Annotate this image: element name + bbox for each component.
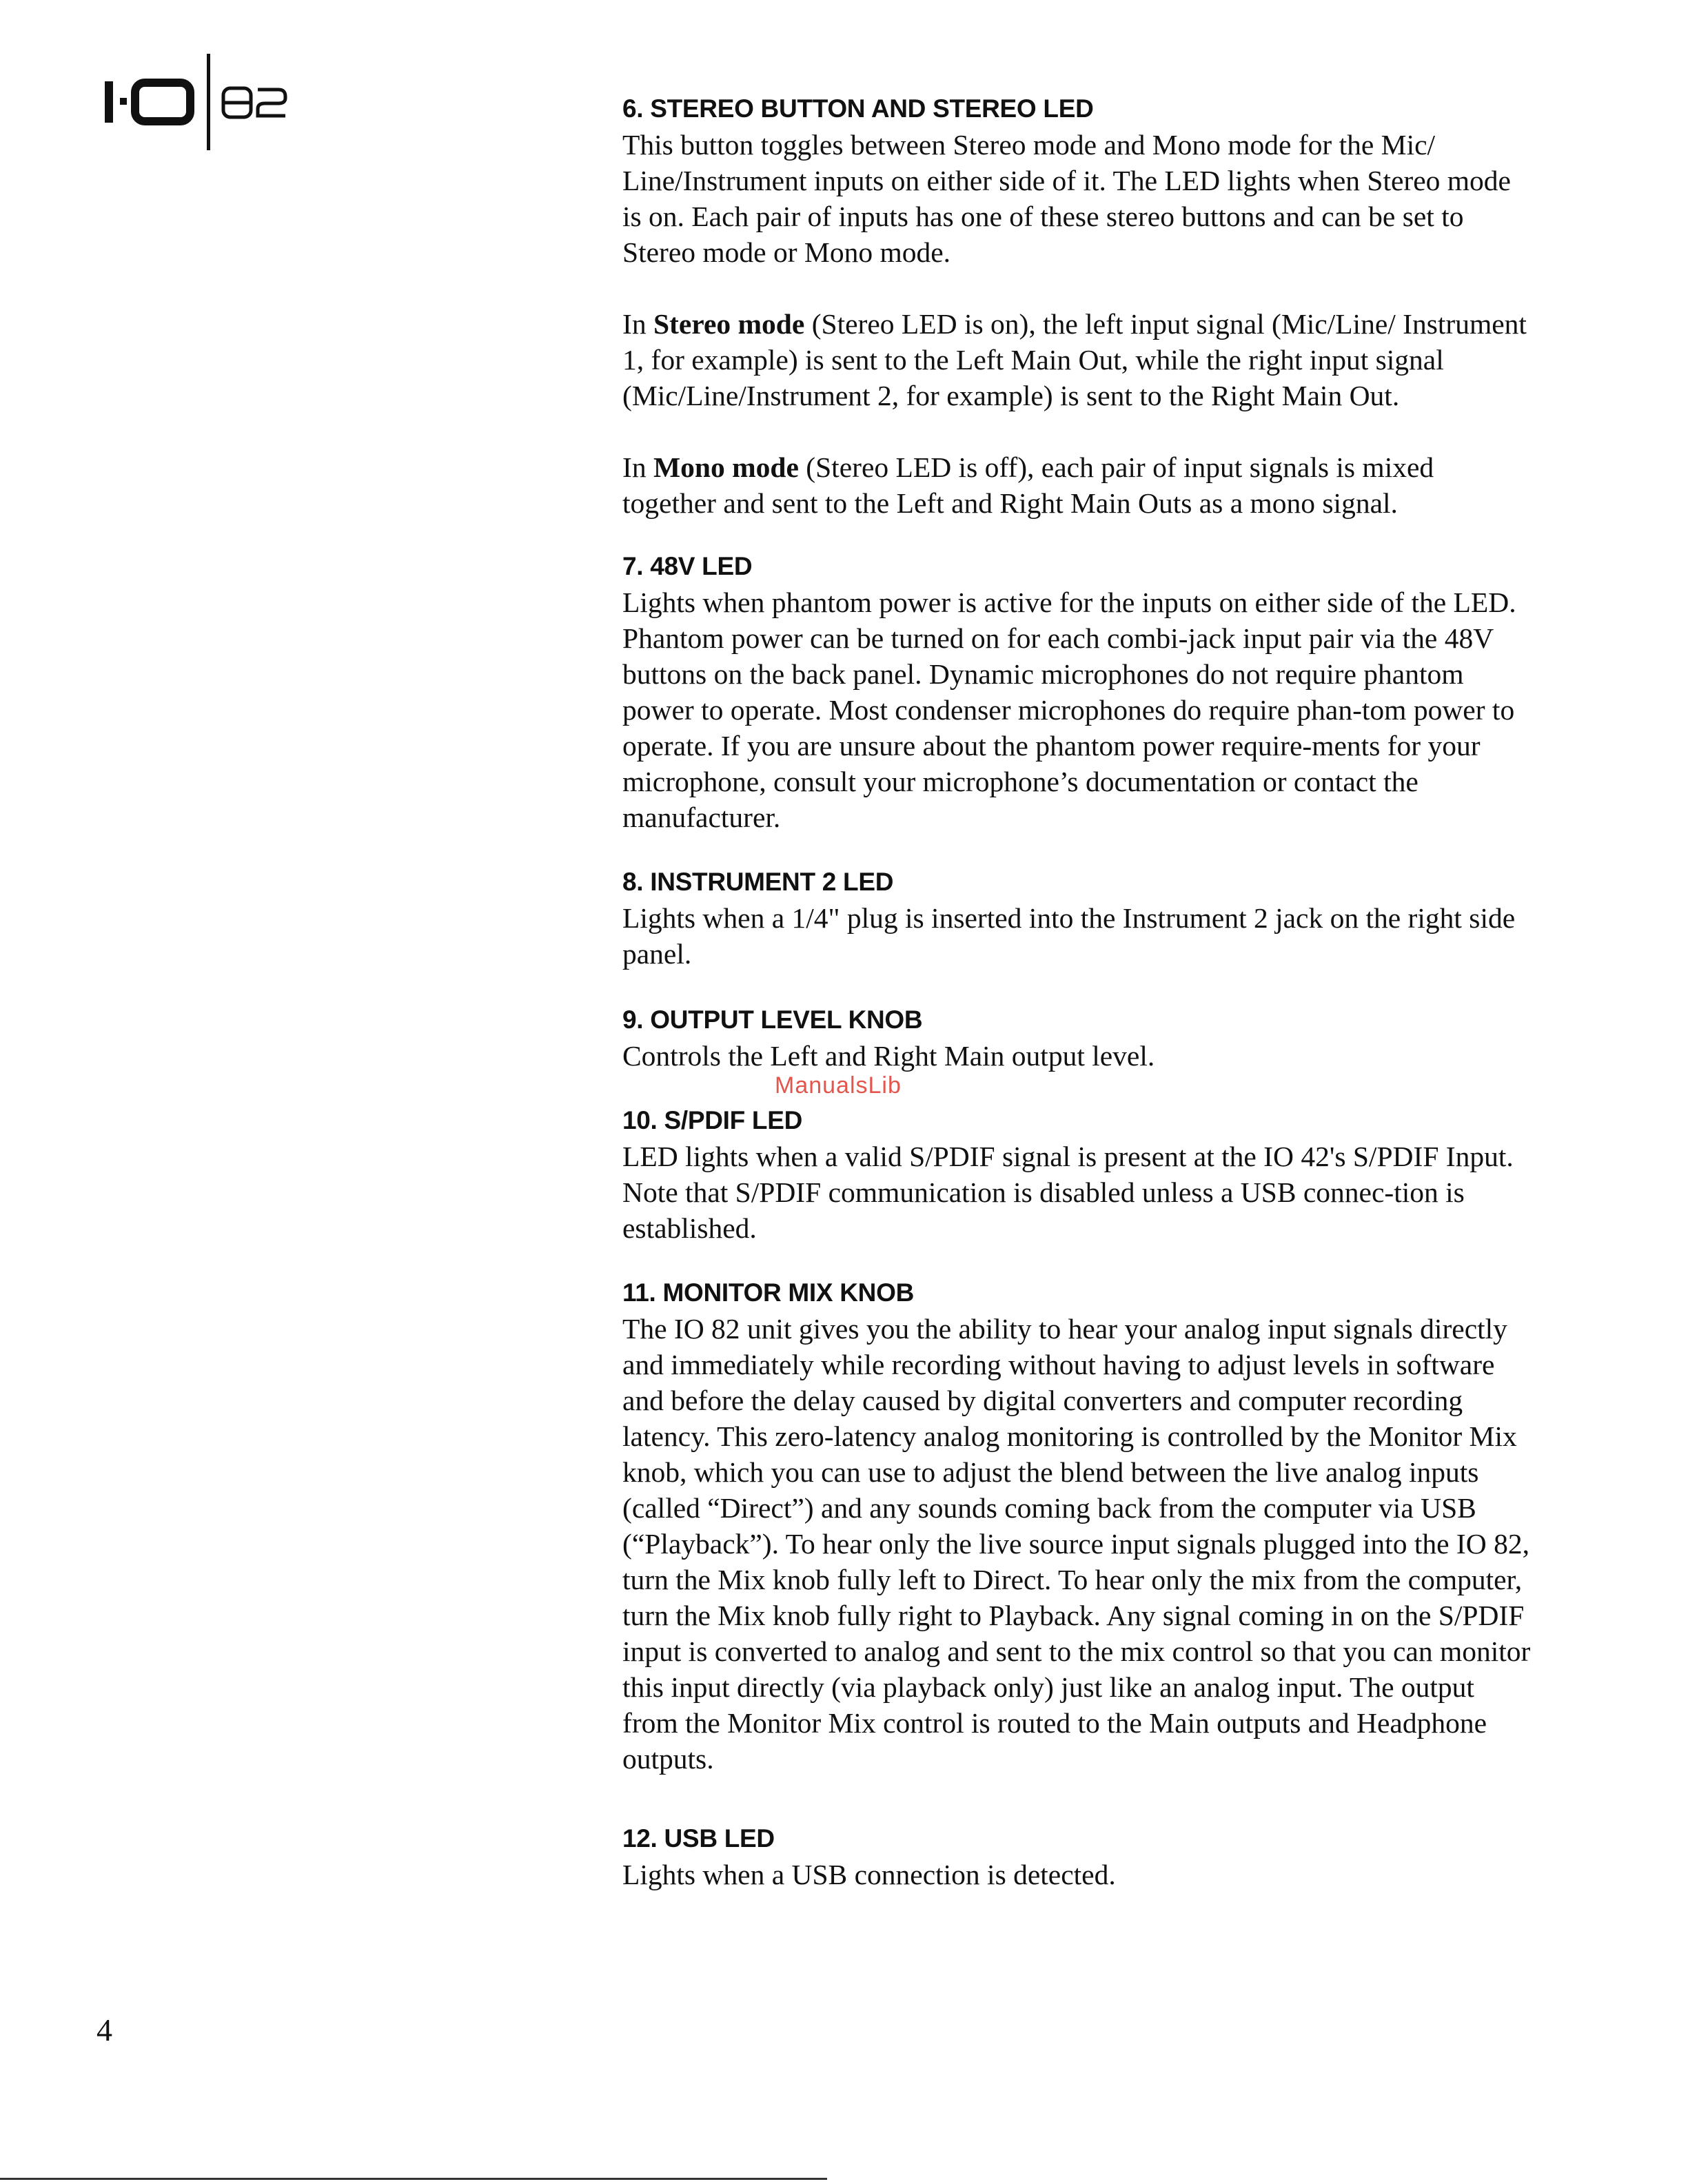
- section-heading: 8. INSTRUMENT 2 LED: [622, 868, 894, 896]
- section-paragraph: Lights when a 1/4" plug is inserted into the Instrument 2 jack on the right side panel.: [622, 902, 1516, 970]
- section-paragraph: This button toggles between Stereo mode and Mono mode for the Mic/ Line/Instrument inputs on either side of it. The LED lights when Stereo mode is on. Each pair of inputs has one of these stereo buttons and can be set to Stereo mode or Mono mode.: [622, 129, 1511, 268]
- section-paragraph: Lights when a USB connection is detected.: [622, 1859, 1116, 1890]
- section-paragraph: Lights when phantom power is active for the inputs on either side of the LED. Phantom power can be turned on for each combi-jack input pair via the 48V buttons on the back panel. Dynamic microphones do not require phantom power to operate. Most condenser microphones do require phan-tom power to operate. If you are unsure about the phantom power require-ments for your microphone, consult your microphone’s documentation or contact the manufacturer.: [622, 586, 1516, 833]
- section-stereo-button: [622, 91, 1532, 521]
- stereo-mode-term: Stereo mode: [653, 308, 805, 340]
- section-heading: 12. USB LED: [622, 1824, 775, 1853]
- brand-logo: [102, 52, 309, 156]
- manual-content: [622, 91, 1532, 1892]
- stereo-mode-paragraph: In Stereo mode (Stereo LED is on), the left input signal (Mic/Line/ Instrument 1, for example) is sent to the Left Main Out, while the right input signal (Mic/Line/Instrument 2, for example) is sent to the Right Main Out.: [622, 308, 1527, 411]
- section-48v-led: [622, 549, 1532, 835]
- section-spdif-led: [622, 1103, 1532, 1246]
- section-heading: 6. STEREO BUTTON AND STEREO LED: [622, 94, 1094, 123]
- section-heading: 10. S/PDIF LED: [622, 1106, 803, 1134]
- mono-mode-paragraph: In Mono mode (Stereo LED is off), each pair of input signals is mixed together and sent to the Left and Right Main Outs as a mono signal.: [622, 451, 1434, 519]
- section-instrument-2-led: [622, 864, 1532, 972]
- section-heading: 11. MONITOR MIX KNOB: [622, 1278, 914, 1307]
- section-monitor-mix-knob: [622, 1275, 1532, 1777]
- section-heading: 7. 48V LED: [622, 552, 753, 580]
- divider: [0, 2178, 827, 2180]
- section-heading: 9. OUTPUT LEVEL KNOB: [622, 1006, 923, 1034]
- watermark: ManualsLib: [775, 1072, 902, 1099]
- section-usb-led: [622, 1821, 1532, 1892]
- page-number: 4: [96, 2012, 112, 2048]
- mono-mode-term: Mono mode: [653, 451, 799, 483]
- section-paragraph: Controls the Left and Right Main output level.: [622, 1040, 1155, 1072]
- section-output-level-knob: [622, 1002, 1532, 1074]
- section-paragraph: LED lights when a valid S/PDIF signal is present at the IO 42's S/PDIF Input. Note that S/PDIF communication is disabled unless a USB connec-tion is established.: [622, 1141, 1514, 1244]
- section-paragraph: The IO 82 unit gives you the ability to hear your analog input signals directly and immediately while recording without having to adjust levels in software and before the delay caused by digital converters and computer recording latency. This zero-latency analog monitoring is controlled by the Monitor Mix knob, which you can use to adjust the blend between the live analog inputs (called “Direct”) and any sounds coming back from the computer via USB (“Playback”). To hear only the live source input signals plugged into the IO 82, turn the Mix knob fully left to Direct. To hear only the mix from the computer, turn the Mix knob fully right to Playback. Any signal coming in on the S/PDIF input is converted to analog and sent to the mix control so that you can monitor this input directly (via playback only) just like an analog input. The output from the Monitor Mix control is routed to the Main outputs and Headphone outputs.: [622, 1313, 1531, 1775]
